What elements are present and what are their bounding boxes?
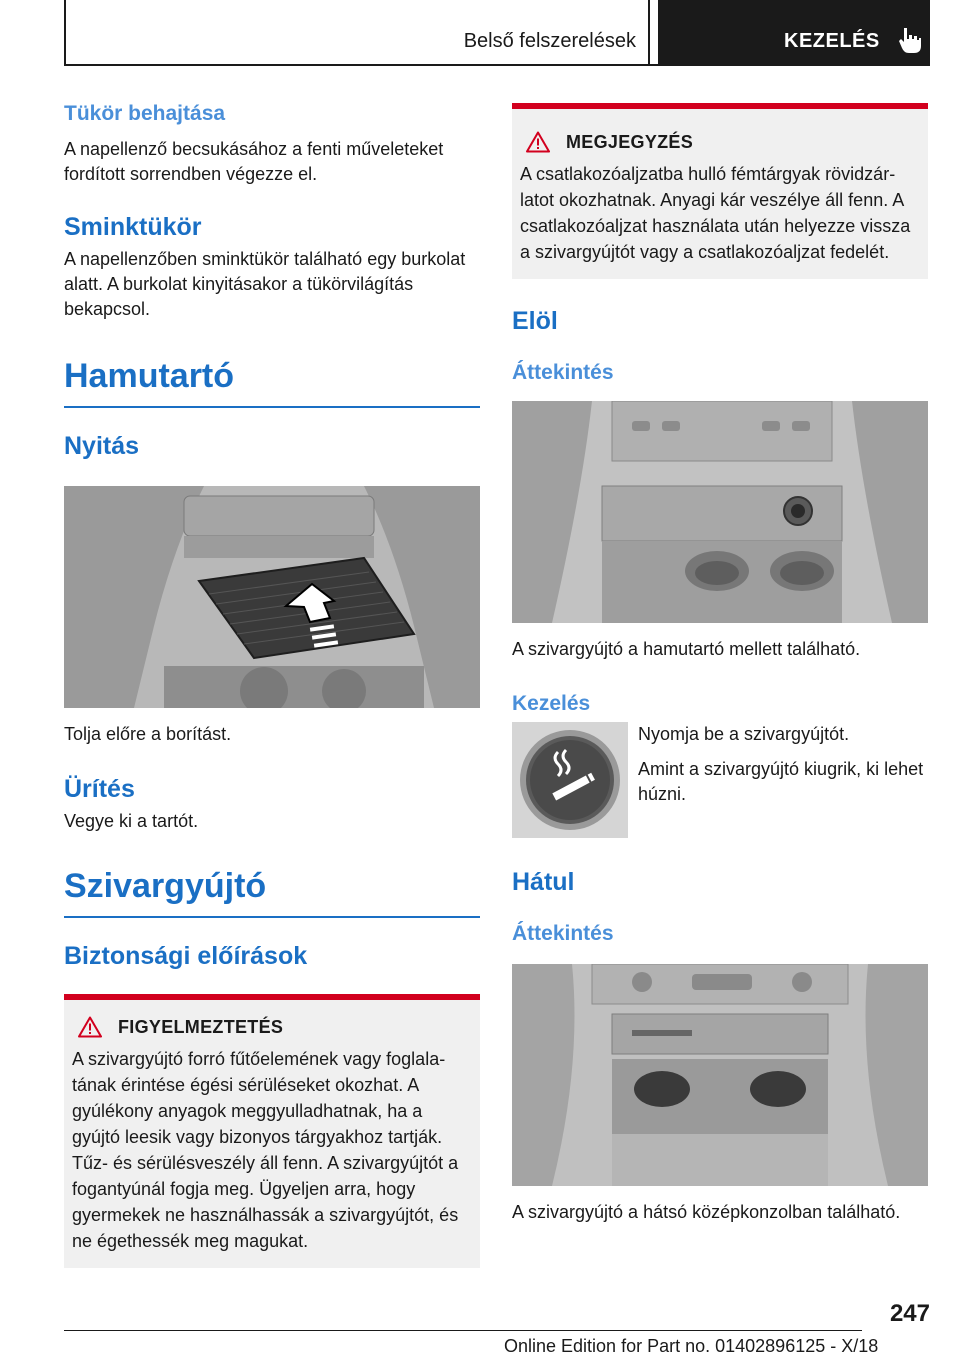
chapter-tab — [658, 0, 930, 66]
front-heading: Elöl — [512, 307, 558, 335]
safety-heading: Biztonsági előírások — [64, 942, 308, 970]
opening-caption: Tolja előre a borítást. — [64, 724, 232, 744]
note-label: MEGJEGYZÉS — [566, 131, 694, 152]
chapter-title: KEZELÉS — [784, 30, 880, 52]
footer-edition-text: Online Edition for Part no. 01402896125 - X/18 — [504, 1336, 879, 1356]
pointing-hand-icon — [898, 26, 922, 54]
warning-text: A szivargyújtó forró fűtőelemének vagy foglalatának érintése égési sérüléseket okozhat. A gyúlékony anyagok meggyulladhatnak, ha a gyújtó leesik vagy bizonyos tárgyakhoz tartják. Tűz- és sérülésveszély áll fenn. A szivargyújtót a fogantyúnál fogja meg. Ügyeljen arra, hogy gyermekek ne használhassák a szivargyújtót, és ne égethessék meg magukat. — [72, 1049, 459, 1251]
rear-heading: Hátul — [512, 868, 575, 896]
right-column — [512, 103, 928, 1225]
section-tab — [64, 0, 650, 66]
operation-block — [512, 722, 928, 838]
lighter-button-image — [512, 722, 628, 838]
front-console-image — [512, 401, 928, 623]
section-title: Belső felszerelések — [463, 30, 636, 52]
emptying-heading: Ürítés — [64, 775, 135, 803]
warning-label: FIGYELMEZTETÉS — [118, 1016, 284, 1037]
lighter-heading: Szivargyújtó — [64, 864, 480, 918]
warning-box — [64, 994, 480, 1268]
warning-triangle-icon — [78, 1016, 102, 1038]
vanity-mirror-heading: Sminktükör — [64, 213, 202, 241]
rear-console-image — [512, 964, 928, 1186]
left-column — [64, 100, 480, 1268]
opening-heading: Nyitás — [64, 432, 140, 460]
ashtray-heading: Hamutartó — [64, 354, 480, 408]
emptying-text: Vegye ki a tartót. — [64, 811, 199, 831]
page-number: 247 — [889, 1300, 930, 1327]
vanity-mirror-text: A napellenzőben sminktükör található egy burkolat alatt. A burkolat kinyitásakor a tükörvilágítás bekapcsol. — [64, 249, 466, 319]
header-rule — [64, 64, 930, 66]
mirror-fold-heading: Tükör behajtása — [64, 102, 226, 125]
ashtray-opening-image — [64, 486, 480, 708]
operation-heading: Kezelés — [512, 692, 591, 715]
front-overview-heading: Áttekintés — [512, 361, 614, 384]
rear-overview-heading: Áttekintés — [512, 922, 614, 945]
mirror-fold-text: A napellenző becsukásához a fenti műveleteket fordított sorrendben végezze el. — [64, 139, 444, 184]
note-text: A csatlakozóaljzatba hulló fémtárgyak rövidzárlatot okozhatnak. Anyagi kár veszélye áll fenn. A csatlakozóaljzat használata után helyezze vissza a szivargyújtót vagy a csatlakozóaljzat fedelét. — [520, 164, 911, 262]
footer-rule — [64, 1330, 862, 1331]
rear-caption: A szivargyújtó a hátsó középkonzolban található. — [512, 1202, 901, 1222]
note-box — [512, 103, 928, 279]
operation-step-1: Nyomja be a szivargyújtót. — [638, 724, 850, 744]
front-caption: A szivargyújtó a hamutartó mellett található. — [512, 639, 861, 659]
note-triangle-icon — [526, 131, 550, 153]
operation-step-2: Amint a szivargyújtó kiugrik, ki lehet húzni. — [638, 759, 924, 804]
